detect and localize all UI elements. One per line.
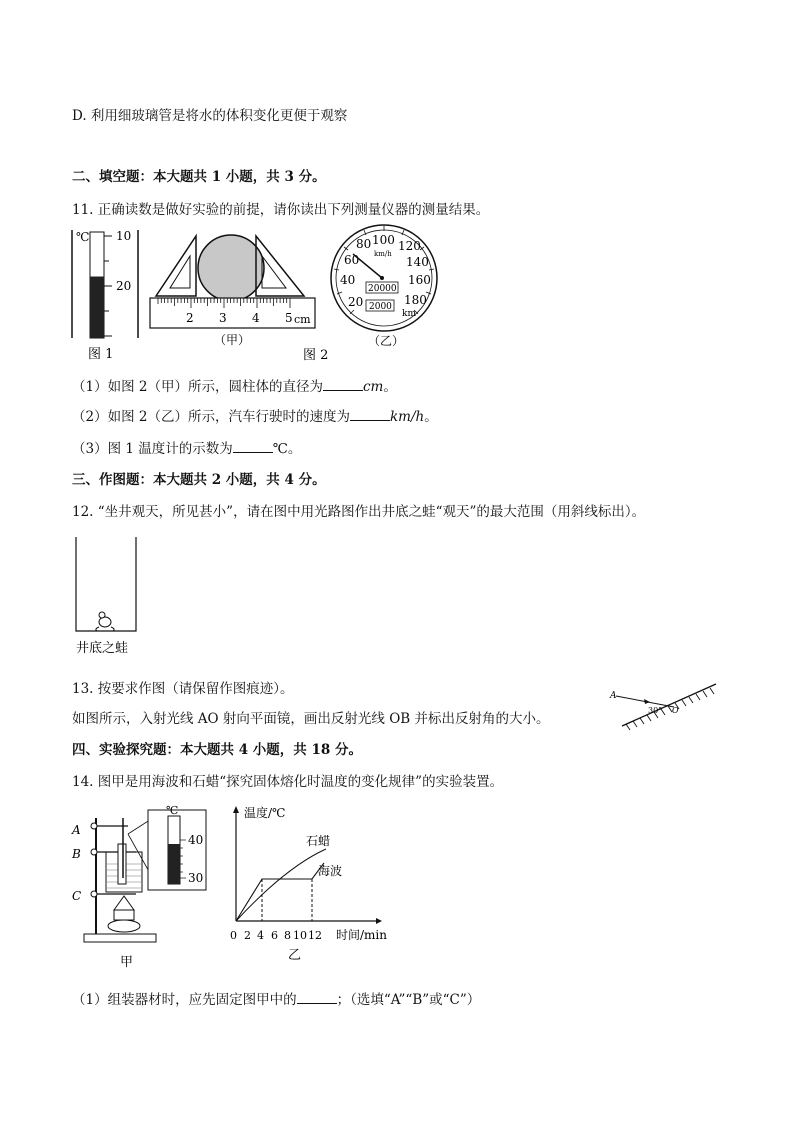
x-tick-4: 4 <box>257 929 264 942</box>
odometer-bottom: 2000 <box>369 302 392 312</box>
q14-stem: 14. 图甲是用海波和石蜡“探究固体熔化时温度的变化规律”的实验装置。 <box>72 774 504 790</box>
apparatus-unit: ℃ <box>166 804 179 817</box>
q11-stem: 11. 正确读数是做好实验的前提，请你读出下列测量仪器的测量结果。 <box>72 202 490 218</box>
speedo-tick-120: 120 <box>398 239 421 253</box>
q13-stem: 13. 按要求作图（请保留作图痕迹）。 <box>72 681 294 697</box>
graph-x-label: 时间/min <box>336 928 387 942</box>
q11-fig2-ruler <box>148 232 329 366</box>
q11-fig1-thermometer <box>70 226 142 366</box>
label-a: A <box>72 823 81 837</box>
q11-fig2-speedometer <box>328 222 440 350</box>
ruler-tick-5: 5 <box>285 311 293 325</box>
ruler-tick-4: 4 <box>252 311 260 325</box>
graph-y-label: 温度/℃ <box>244 806 286 820</box>
label-b: B <box>72 847 81 861</box>
fig1-tick-mid: 20 <box>116 279 132 293</box>
q14-sub1: （1）组装器材时，应先固定图甲中的 ；（选填“A”“B”或“C”） <box>72 992 481 1008</box>
x-tick-6: 6 <box>271 929 278 942</box>
series-label-paraffin: 石蜡 <box>306 834 331 848</box>
label-c: C <box>72 889 82 903</box>
apparatus-caption: 甲 <box>120 955 134 970</box>
x-tick-0: 0 <box>230 929 237 942</box>
fig1-caption: 图 1 <box>88 347 114 362</box>
ruler-tick-2: 2 <box>186 311 194 325</box>
section4-heading: 四、实验探究题：本大题共 4 小题，共 18 分。 <box>72 742 362 758</box>
q13-mirror-figure <box>610 680 722 732</box>
q11-sub3: （3）图 1 温度计的示数为 ℃。 <box>72 441 302 457</box>
fig1-tick-top: 10 <box>116 229 132 243</box>
q13-label-o: O <box>672 706 679 715</box>
fig2-caption-b: （乙） <box>368 334 405 348</box>
ruler-tick-3: 3 <box>219 311 227 325</box>
answer-blank[interactable] <box>350 408 390 421</box>
q12-well-figure <box>72 535 146 663</box>
q13-label-a: A <box>610 691 617 701</box>
q13-angle: 30° <box>648 706 663 715</box>
speedo-tick-20: 20 <box>348 295 364 309</box>
q11-sub2: （2）如图 2（乙）所示，汽车行驶时的速度为 km/h。 <box>72 409 438 425</box>
speedo-tick-180: 180 <box>404 293 427 307</box>
fig1-unit: ℃ <box>76 230 90 244</box>
q14-graph-figure <box>226 803 406 965</box>
x-tick-12: 12 <box>308 929 322 942</box>
speedo-unit: km/h <box>374 250 392 258</box>
hypo-curve <box>236 863 324 921</box>
answer-blank[interactable] <box>297 991 337 1004</box>
speedo-tick-40: 40 <box>340 273 356 287</box>
speedo-tick-100: 100 <box>372 233 395 247</box>
frog-icon <box>96 612 114 631</box>
odometer-unit: km <box>402 309 416 319</box>
fig2-caption: 图 2 <box>303 348 329 363</box>
graph-caption: 乙 <box>288 948 302 963</box>
q12-caption: 井底之蛙 <box>76 641 129 656</box>
apparatus-tick-40: 40 <box>188 833 204 847</box>
ruler-unit: cm <box>294 313 311 326</box>
section2-heading: 二、填空题：本大题共 1 小题，共 3 分。 <box>72 169 326 185</box>
section3-heading: 三、作图题：本大题共 2 小题，共 4 分。 <box>72 472 326 488</box>
q14-apparatus-figure <box>70 800 210 972</box>
x-tick-2: 2 <box>244 929 251 942</box>
x-tick-8: 8 <box>284 929 291 942</box>
answer-blank[interactable] <box>323 378 363 391</box>
odometer-top: 20000 <box>368 284 397 294</box>
speedo-tick-140: 140 <box>406 255 429 269</box>
x-tick-10: 10 <box>293 929 307 942</box>
speedo-tick-60: 60 <box>344 253 360 267</box>
speedo-tick-160: 160 <box>408 273 431 287</box>
q10-option-d: D. 利用细玻璃管是将水的体积变化更便于观察 <box>72 108 348 124</box>
fig2-caption-a: （甲） <box>214 333 251 347</box>
apparatus-tick-30: 30 <box>188 871 204 885</box>
series-label-hypo: 海波 <box>318 864 343 878</box>
answer-blank[interactable] <box>233 440 273 453</box>
q12-stem: 12. “坐井观天，所见甚小”，请在图中用光路图作出井底之蛙“观天”的最大范围（用斜线标出）。 <box>72 504 646 520</box>
q13-desc: 如图所示，入射光线 AO 射向平面镜，画出反射光线 OB 并标出反射角的大小。 <box>72 711 550 727</box>
speedo-tick-80: 80 <box>356 237 372 251</box>
q11-sub1: （1）如图 2（甲）所示，圆柱体的直径为 cm。 <box>72 379 397 395</box>
